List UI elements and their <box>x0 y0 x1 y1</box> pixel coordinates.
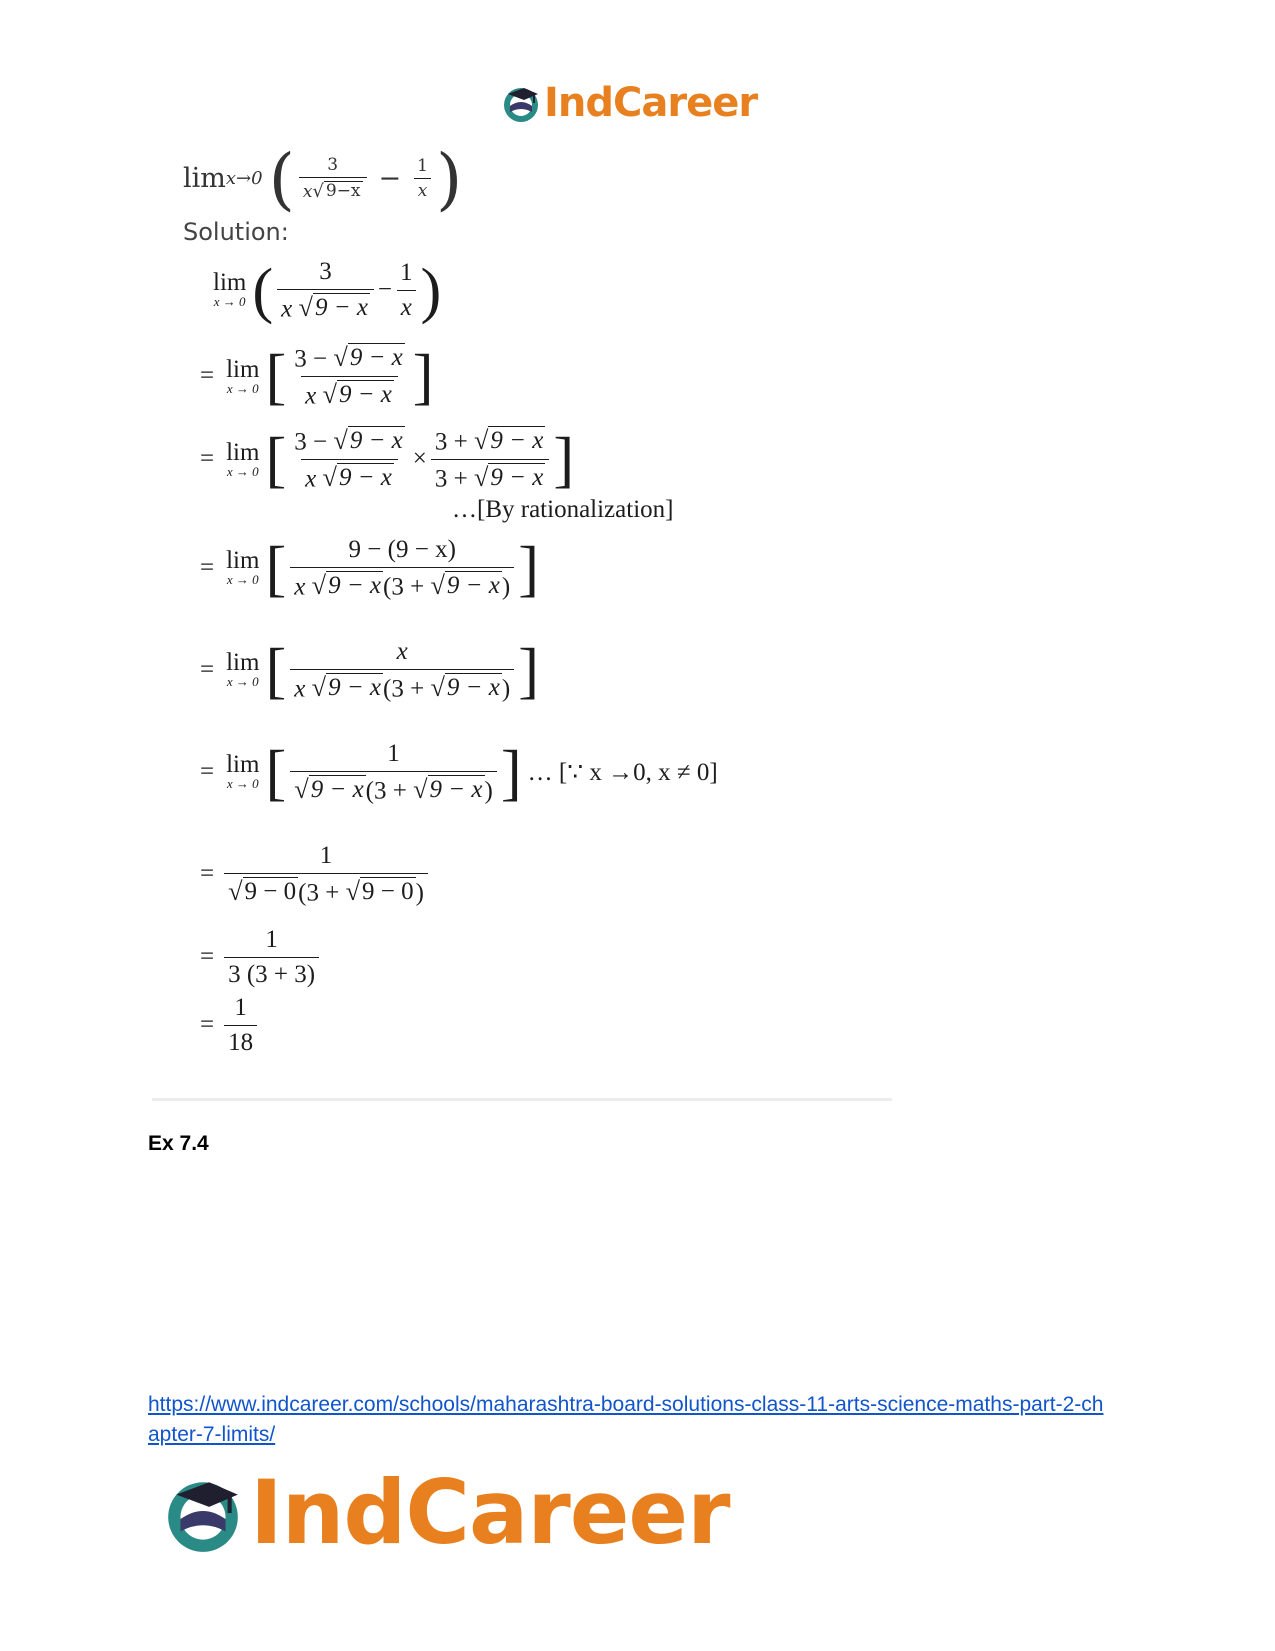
step-3: = lim x → 0 [ 3 − √ 9 − x x √ 9 − x × 3 + √ 9 − x 3 + √ 9 − x ] <box>200 423 575 494</box>
lim-word: lim <box>183 163 226 195</box>
fraction-numerator: 3 <box>327 154 339 175</box>
fraction-numerator: 1 <box>417 155 428 176</box>
fraction-denominator-x: x <box>302 182 313 203</box>
step-4: = lim x → 0 [ 9 − (9 − x) x √ 9 − x (3 + √ 9 − x ) ] <box>200 532 540 603</box>
source-link[interactable]: https://www.indcareer.com/schools/maharashtra-board-solutions-class-11-arts-science-maths-part-2-chapter-7-limits/ <box>148 1393 1104 1446</box>
nonzero-note: … [∵ x →0, x ≠ 0] <box>527 759 718 787</box>
solution-label: Solution: <box>183 218 289 246</box>
brand-name: IndCareer <box>250 1461 730 1564</box>
fraction-denominator: x <box>417 181 428 202</box>
step-2: = lim x → 0 [ 3 − √ 9 − x x √ 9 − x ] <box>200 340 434 411</box>
lim-subscript: x→0 <box>225 168 263 190</box>
radicand: 9−x <box>325 181 361 202</box>
solution-steps-panel <box>152 254 892 1101</box>
exercise-heading: Ex 7.4 <box>148 1132 209 1155</box>
indcareer-logo-top <box>500 78 757 128</box>
step-5: = lim x → 0 [ x x √ 9 − x (3 + √ 9 − x ) ] <box>200 634 540 705</box>
step-1: lim x → 0 ( 3 x √ 9 − x − $\frac{1}{x}$ ) <box>213 254 442 325</box>
graduation-cap-globe-icon <box>160 1470 246 1556</box>
step-6: = lim x → 0 [ 1 √ 9 − x (3 + √ 9 − x ) ] … [∵ x →0, x ≠ 0] <box>200 736 718 807</box>
graduation-cap-globe-icon <box>500 82 542 124</box>
rationalization-note: …[By rationalization] <box>452 496 674 523</box>
step-7: = 1 √ 9 − 0 (3 + √ 9 − 0 ) <box>200 842 432 906</box>
brand-name: IndCareer <box>544 80 758 126</box>
step-8: = $\frac{1}{3 (3 + 3)}$ <box>200 926 323 988</box>
indcareer-logo-bottom <box>160 1461 730 1564</box>
step-9-final-answer: = $\frac{1}{18}$ <box>200 994 261 1056</box>
question-expression: lim x→0 ( 3 x √ 9−x − $\frac{1}{x}$ ) <box>183 139 463 218</box>
minus-sign: − <box>378 163 402 195</box>
